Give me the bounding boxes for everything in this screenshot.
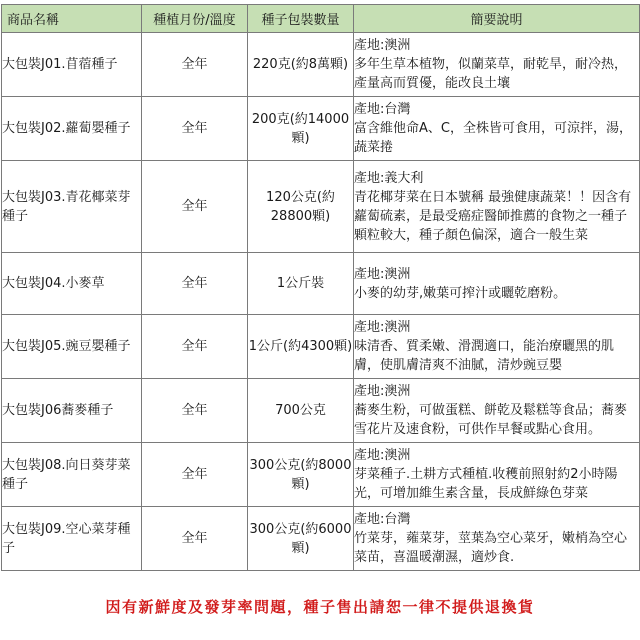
description-cell: [354, 443, 640, 507]
planting-month: 全年: [142, 161, 248, 253]
table-row: [2, 507, 640, 571]
planting-month: 全年: [142, 443, 248, 507]
description-text: 芽菜種子.土耕方式種植.收穫前照射約2小時陽光，可增加維生素含量，長成鮮綠色芽菜: [354, 467, 618, 501]
planting-month: 全年: [142, 507, 248, 571]
header-planting-month: 種植月份/溫度: [142, 5, 248, 33]
seed-quantity: 300公克(約8000顆): [248, 443, 354, 507]
table-row: [2, 97, 640, 161]
description-text: 青花椰芽菜在日本號稱 最強健康蔬菜！！因含有蘿蔔硫素，是最受癌症醫師推薦的食物之一種子顆粒較大，種子顏色偏深，適合一般生菜: [354, 189, 632, 243]
description-cell: [354, 507, 640, 571]
origin-text: 產地:澳洲: [354, 448, 411, 463]
header-product-name: 商品名稱: [2, 5, 142, 33]
seed-quantity: 700公克: [248, 379, 354, 443]
seed-quantity: 200克(約14000顆): [248, 97, 354, 161]
planting-month: 全年: [142, 315, 248, 379]
product-name: 大包裝J04.小麥草: [2, 253, 142, 315]
description-text: 多年生草本植物，似蘭菜草，耐乾旱，耐冷热，產量高而質優，能改良土壤: [354, 57, 628, 91]
header-description: 簡要說明: [354, 5, 640, 33]
origin-text: 產地:台灣: [354, 102, 411, 117]
product-name: 大包裝J02.蘿蔔嬰種子: [2, 97, 142, 161]
product-table: [1, 4, 640, 571]
seed-quantity: 120公克(約28800顆): [248, 161, 354, 253]
table-row: [2, 161, 640, 253]
header-seed-quantity: 種子包裝數量: [248, 5, 354, 33]
table-row: [2, 315, 640, 379]
table-row: [2, 33, 640, 97]
product-name: 大包裝J01.苜蓿種子: [2, 33, 142, 97]
origin-text: 產地:澳洲: [354, 266, 411, 282]
planting-month: 全年: [142, 253, 248, 315]
planting-month: 全年: [142, 97, 248, 161]
description-text: 竹菜芽，蕹菜芽，莖葉為空心菜牙，嫩梢為空心菜苗，喜溫暖潮濕，適炒食.: [354, 531, 628, 565]
description-text: 小麥的幼芽,嫩葉可搾汁或曬乾磨粉。: [354, 285, 567, 301]
product-name: 大包裝J03.青花椰菜芽種子: [2, 161, 142, 253]
seed-quantity: 300公克(約6000顆): [248, 507, 354, 571]
table-row: [2, 253, 640, 315]
product-name: 大包裝J09.空心菜芽種子: [2, 507, 142, 571]
seed-quantity: 1公斤(約4300顆): [248, 315, 354, 379]
origin-text: 產地:義大利: [354, 170, 424, 186]
planting-month: 全年: [142, 379, 248, 443]
table-row: [2, 379, 640, 443]
description-cell: [354, 97, 640, 161]
no-return-notice: 因有新鮮度及發芽率問題，種子售出請恕一律不提供退換貨: [105, 598, 535, 616]
description-text: 蕎麥生粉，可做蛋糕、餅乾及鬆糕等食品；蕎麥雪花片及速食粉，可供作早餐或點心食用。: [354, 403, 628, 437]
origin-text: 產地:澳洲: [354, 320, 411, 335]
planting-month: 全年: [142, 33, 248, 97]
table-header-row: [2, 5, 640, 33]
description-cell: [354, 315, 640, 379]
seed-quantity: 220克(約8萬顆): [248, 33, 354, 97]
description-cell: [354, 253, 640, 315]
description-cell: [354, 379, 640, 443]
description-text: 富含維他命A、C，全株皆可食用，可涼拌，湯，蔬菜捲: [354, 121, 632, 155]
origin-text: 產地:澳洲: [354, 38, 411, 53]
product-name: 大包裝J08.向日葵芽菜種子: [2, 443, 142, 507]
origin-text: 產地:澳洲: [354, 384, 411, 399]
description-text: 味清香、質柔嫩、滑潤適口，能治療曬黑的肌膚，使肌膚清爽不油膩，清炒豌豆嬰: [354, 339, 615, 373]
origin-text: 產地:台灣: [354, 512, 411, 527]
product-name: 大包裝J05.豌豆嬰種子: [2, 315, 142, 379]
seed-quantity: 1公斤裝: [248, 253, 354, 315]
product-name: 大包裝J06蕎麥種子: [2, 379, 142, 443]
description-cell: [354, 33, 640, 97]
table-row: [2, 443, 640, 507]
description-cell: [354, 161, 640, 253]
